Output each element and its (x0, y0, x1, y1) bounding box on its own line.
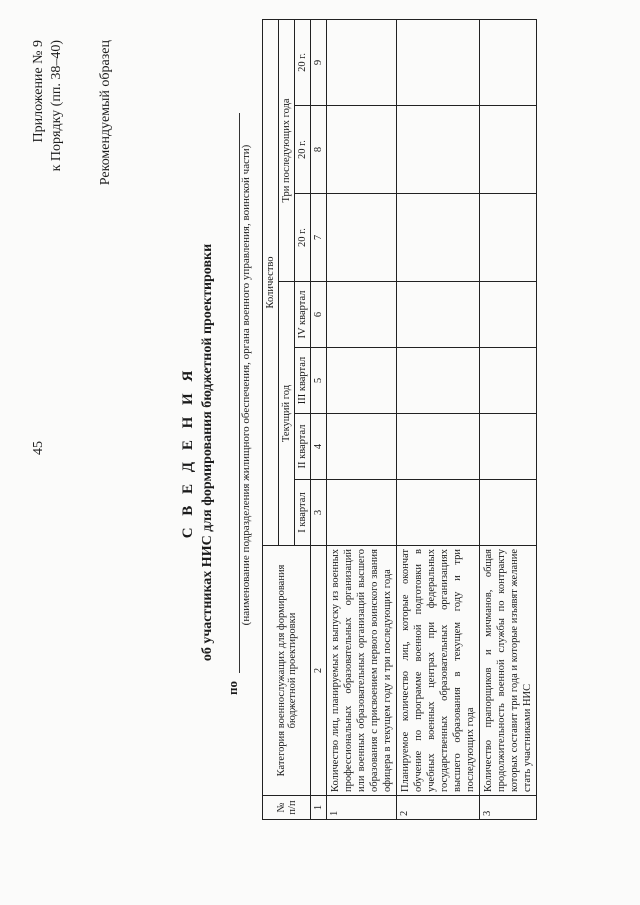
empty-cell (480, 480, 537, 546)
empty-cell (480, 282, 537, 348)
row-num: 3 (480, 796, 537, 820)
page-number: 45 (31, 441, 46, 455)
empty-cell (397, 282, 480, 348)
empty-cell (480, 106, 537, 194)
empty-cell (327, 282, 397, 348)
col-number: 1 (311, 796, 327, 820)
empty-cell (480, 19, 537, 105)
row-category: Количество лиц, планируемых к выпуску из военных профессиональных образовательных организаций или военных образовательных организаций высшего образования с присвоением первого воинского звания офицера в текущем году и три последующих года (327, 546, 397, 796)
col-number: 5 (311, 348, 327, 414)
document-subtitle: об участниках НИС для формирования бюджетной проектировки (200, 243, 215, 662)
header-quantity: Количество (263, 19, 279, 545)
po-label: по (225, 681, 240, 695)
data-table (262, 19, 537, 820)
table-row (327, 19, 397, 819)
col-number: 7 (311, 194, 327, 282)
col-number: 9 (311, 19, 327, 105)
col-number: 8 (311, 106, 327, 194)
empty-cell (480, 194, 537, 282)
header-q4: IV квартал (295, 282, 311, 348)
annex-line-1: Приложение № 9 (31, 40, 46, 143)
empty-cell (327, 480, 397, 546)
empty-cell (327, 19, 397, 105)
empty-cell (327, 194, 397, 282)
col-number: 4 (311, 414, 327, 480)
header-q2: II квартал (295, 414, 311, 480)
header-current-year: Текущий год (279, 282, 295, 546)
row-num: 2 (397, 796, 480, 820)
column-number-row (311, 19, 327, 819)
sample-label: Рекомендуемый образец (98, 40, 113, 186)
col-number: 2 (311, 546, 327, 796)
header-year-2: 20 г. (295, 106, 311, 194)
annex-line-2: к Порядку (пп. 38–40) (49, 40, 64, 172)
col-number: 6 (311, 282, 327, 348)
row-category: Количество прапорщиков и мичманов, общая продолжительность военной службы по контракту которых составит три года и которые изъявят желание стать участниками НИС (480, 546, 537, 796)
row-num: 1 (327, 796, 397, 820)
empty-cell (397, 19, 480, 105)
header-category: Категория военнослужащих для формирования бюджетной проектировки (263, 546, 311, 796)
empty-cell (397, 106, 480, 194)
po-caption: (наименование подразделения жилищного обеспечения, органа военного управления, воинской части) (240, 144, 252, 626)
empty-cell (480, 348, 537, 414)
header-three-years: Три последующих года (279, 19, 295, 281)
document-title: С В Е Д Е Н И Я (180, 366, 196, 539)
row-category: Планируемое количество лиц, которые окончат обучение по программе военной подготовки в учебных военных центрах при федеральных государственных образовательных организациях высшего образования в текущем году и три последующих года (397, 546, 480, 796)
col-number: 3 (311, 480, 327, 546)
empty-cell (397, 348, 480, 414)
header-q1: I квартал (295, 480, 311, 546)
empty-cell (327, 348, 397, 414)
empty-cell (397, 414, 480, 480)
header-year-3: 20 г. (295, 19, 311, 105)
empty-cell (397, 194, 480, 282)
empty-cell (397, 480, 480, 546)
empty-cell (480, 414, 537, 480)
header-num: № п/п (263, 796, 311, 820)
table-row (480, 19, 537, 819)
header-q3: III квартал (295, 348, 311, 414)
empty-cell (327, 106, 397, 194)
annex-reference (30, 40, 66, 300)
empty-cell (327, 414, 397, 480)
table-row (397, 19, 480, 819)
po-line (225, 55, 241, 695)
header-year-1: 20 г. (295, 194, 311, 282)
